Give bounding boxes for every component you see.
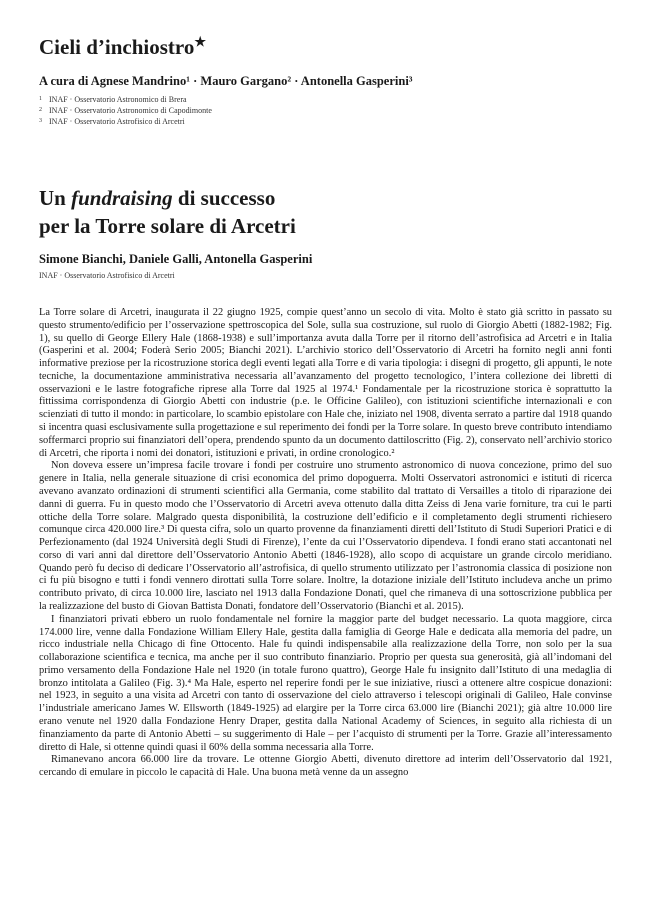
body-paragraph: I finanziatori privati ebbero un ruolo fondamentale nel fornire la maggior parte del budget necessario. La quota maggiore, circa 174.000 lire, venne dalla Fondazione William Ellery Hale, gestita dalla famiglia di George Hale e dedicata alla memoria del padre, un ricco industriale nella Chicago di fine Ottocento. Hale fu quindi indispensabile alla realizzazione della Torre, non solo per la sua collaborazione scientifica e tecnica, ma anche per il suo contributo finanziario. Proprio per questa sua generosità, già all’indomani del primo versamento della Fondazione Hale nel 1920 (in totale furono quattro), George Hale fu insignito dall’Istituto di una medaglia di bronzo intitolata a Galileo (Fig. 3).⁴ Ma Hale, esperto nel reperire fondi per le sue iniziative, riuscì a ottenere altre cospicue donazioni: nel 1923, in seguito a una visita ad Arcetri con tanto di osservazione del cielo attraverso i telescopi originali di Galileo, Hale convinse l’industriale americano James W. Ellsworth (1849-1925) ad elargire per la Torre circa 63.000 lire (Bianchi 2021); già altre 10.000 lire erano venute nel 1920 dalla Fondazione Henry Draper, gestita dalla National Academy of Sciences, in seguito alla richiesta di un finanziamento da parte di Antonio Abetti – su suggerimento di Hale – per l’acquisto di strumenti per la Torre. Grazie all’interessamento diretto di Hale, si ottenne quindi quasi il 60% della somma necessaria alla Torre. [39,613,612,753]
article-title: Un fundraising di successo per la Torre solare di Arcetri [39,186,296,238]
article-body [39,307,612,907]
title-italic-word: fundraising [71,186,173,210]
column-title: Cieli d’inchiostro★ [39,34,207,59]
affiliation-item: 1 INAF · Osservatorio Astronomico di Brera [39,95,187,104]
body-paragraph: Rimanevano ancora 66.000 lire da trovare. Le ottenne Giorgio Abetti, divenuto direttore ad interim dell’Osservatorio dal 1921, cercando di emulare in piccolo le capacità di Hale. Una buona metà venne da un assegno [39,754,612,779]
body-paragraph: La Torre solare di Arcetri, inaugurata il 22 giugno 1925, compie quest’anno un secolo di vita. Molto è stato già scritto in passato su questo strumento/edificio per l’osservazione spettroscopica del Sole, sulla sua costruzione, sul ruolo di Giorgio Abetti (1882-1982; Fig. 1), su quello di George Ellery Hale (1868-1938) e sull’importanza avuta dalla Torre per il ritorno dell’astrofisica ad Arcetri e in Italia (Gasperini et al. 2004; Foderà Serio 2005; Bianchi 2021). L’archivio storico dell’Osservatorio di Arcetri ha fornito negli anni fonti informative preziose per la ricostruzione storica degli eventi legati alla Torre e di varia tipologia: i disegni di progetto, gli appunti, le note tecniche, la documentazione amministrativa necessaria all’avanzamento del progetto tecnologico, l’intera collezione dei libretti di osservazioni e le lastre fotografiche riprese alla Torre dal 1925 al 1974.¹ Fondamentale per la ricostruzione storica è soprattutto la fittissima corrispondenza di Giorgio Abetti con industrie (p.e. le Officine Galileo), con istituzioni scientifiche internazionali e con scienziati di tutto il mondo: in particolare, lo scambio epistolare con Hale che, iniziato nel 1908, diventa serrato a partire dal 1918 quando si incentra quasi esclusivamente sulla progettazione e sul reperimento dei fondi per la Torre solare. In questo breve contributo intendiamo soffermarci proprio sui finanziatori dell’opera, prendendo spunto da un documento dattiloscritto (Fig. 2), conservato nell’archivio storico di Arcetri, che riporta i nomi dei donatori, istituzioni e privati, in ordine cronologico.² [39,307,612,459]
affiliation-item: 2 INAF · Osservatorio Astronomico di Capodimonte [39,106,212,115]
affiliation-item: 3 INAF · Osservatorio Astrofisico di Arcetri [39,117,185,126]
title-star-mark: ★ [194,34,207,49]
editor-affiliations [39,94,212,127]
article-authors: Simone Bianchi, Daniele Galli, Antonella Gasperini [39,252,313,266]
author-affiliation: INAF · Osservatorio Astrofisico di Arcetri [39,271,175,280]
column-editors: A cura di Agnese Mandrino¹ · Mauro Gargano² · Antonella Gasperini³ [39,74,413,88]
body-paragraph: Non doveva essere un’impresa facile trovare i fondi per costruire uno strumento astronomico di nuova concezione, primo del suo genere in Italia, nella generale situazione di crisi economica del primo dopoguerra. Molti Osservatori astronomici e istituti di ricerca avevano avanzato ordinazioni di strumenti scientifici alla Germania, come stabilito dal trattato di Versailles a titolo di riparazione dei danni di guerra. Fu in questo modo che l’Osservatorio di Arcetri aveva ottenuto dalla ditta Zeiss di Jena varie forniture, tra cui le parti ottiche della Torre solare. Malgrado questa disponibilità, la costruzione dell’edificio e il completamento degli strumenti richiesero comunque circa 420.000 lire.³ Di questa cifra, solo un quarto provenne da finanziamenti diretti dell’Istituto di Studi Superiori Pratici e di Perfezionamento (dal 1924 Università degli Studi di Firenze), l’ente da cui l’Osservatorio dipendeva. I fondi erano stati accantonati nel corso di vari anni dal direttore dell’Osservatorio Antonio Abetti (1846-1928), allo scopo di acquistare un grande circolo meridiano. Quando però fu deciso di dedicare l’Osservatorio all’astrofisica, di quello strumento utilizzato per l’astronomia classica di posizione non ci fu più bisogno e tutti i fondi vennero dirottati sulla Torre solare. Inoltre, la dotazione iniziale dell’Istituto includeva anche un primo contributo privato, di circa 10.000 lire, lasciato nel 1913 dalla Fondazione Donati, quel che rimaneva di una sottoscrizione pubblica per la realizzazione del busto di Giovan Battista Donati, fondatore dell’Osservatorio (Bianchi et al. 2015). [39,460,612,612]
